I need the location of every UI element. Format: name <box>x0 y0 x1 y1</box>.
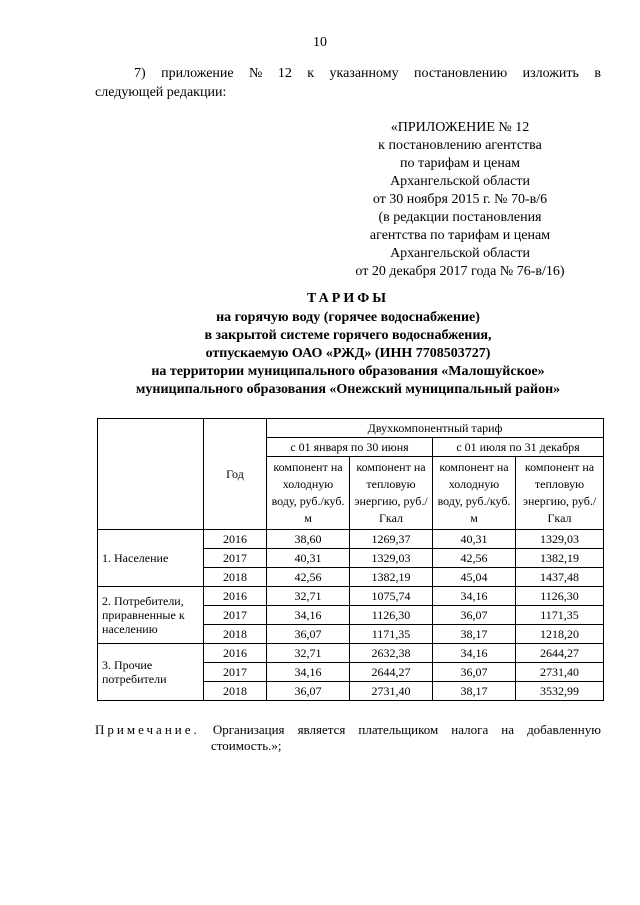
value-cell: 1126,30 <box>516 587 604 606</box>
value-cell: 1269,37 <box>350 530 433 549</box>
value-cell: 1171,35 <box>516 606 604 625</box>
group-label: 1. Население <box>98 530 204 587</box>
value-cell: 1329,03 <box>350 549 433 568</box>
year-cell: 2018 <box>204 682 267 701</box>
intro-word: указанному <box>329 66 399 81</box>
value-cell: 36,07 <box>267 682 350 701</box>
value-cell: 1437,48 <box>516 568 604 587</box>
value-cell: 1126,30 <box>350 606 433 625</box>
value-cell: 32,71 <box>267 644 350 663</box>
year-cell: 2018 <box>204 568 267 587</box>
intro-word: к <box>307 66 315 81</box>
intro-word: приложение <box>161 66 234 81</box>
appendix-line: (в редакции постановления <box>378 210 542 225</box>
document-title <box>95 290 601 399</box>
table-row <box>98 530 604 549</box>
value-cell: 2644,27 <box>516 644 604 663</box>
value-cell: 3532,99 <box>516 682 604 701</box>
note-line-1 <box>95 722 601 738</box>
header-heat-1: компонент на тепловую энергию, руб./Гкал <box>350 457 433 530</box>
intro-word: в <box>594 66 601 81</box>
value-cell: 34,16 <box>433 644 516 663</box>
title-line: отпускаемую ОАО «РЖД» (ИНН 7708503727) <box>205 346 491 361</box>
header-cold-2: компонент на холодную воду, руб./куб. м <box>433 457 516 530</box>
appendix-line: к постановлению агентства <box>378 138 542 153</box>
header-period-2: с 01 июля по 31 декабря <box>433 438 604 457</box>
value-cell: 1171,35 <box>350 625 433 644</box>
appendix-line: «ПРИЛОЖЕНИЕ № 12 <box>390 120 530 135</box>
title-main: ТАРИФЫ <box>307 291 389 306</box>
appendix-line: Архангельской области <box>390 174 530 189</box>
header-blank <box>98 419 204 530</box>
table-row <box>98 644 604 663</box>
title-line: на горячую воду (горячее водоснабжение) <box>216 310 480 325</box>
title-line: на территории муниципального образования «Малошуйское» <box>151 364 545 379</box>
page-number: 10 <box>313 35 327 50</box>
value-cell: 34,16 <box>433 587 516 606</box>
note-word: добавленную <box>527 722 601 737</box>
year-cell: 2017 <box>204 606 267 625</box>
value-cell: 2644,27 <box>350 663 433 682</box>
title-line: муниципального образования «Онежский муниципальный район» <box>135 382 561 397</box>
value-cell: 36,07 <box>267 625 350 644</box>
group-label: 3. Прочие потребители <box>98 644 204 701</box>
value-cell: 34,16 <box>267 606 350 625</box>
header-year: Год <box>204 419 267 530</box>
year-cell: 2016 <box>204 587 267 606</box>
table-row <box>98 587 604 606</box>
value-cell: 42,56 <box>267 568 350 587</box>
value-cell: 38,17 <box>433 625 516 644</box>
note-word: на <box>501 722 515 737</box>
value-cell: 2731,40 <box>516 663 604 682</box>
value-cell: 2731,40 <box>350 682 433 701</box>
value-cell: 1329,03 <box>516 530 604 549</box>
year-cell: 2017 <box>204 663 267 682</box>
group-label: 2. Потребители, приравненные к населению <box>98 587 204 644</box>
year-cell: 2016 <box>204 644 267 663</box>
value-cell: 36,07 <box>433 663 516 682</box>
value-cell: 34,16 <box>267 663 350 682</box>
tariff-table <box>97 418 604 701</box>
value-cell: 38,17 <box>433 682 516 701</box>
header-cold-1: компонент на холодную воду, руб./куб. м <box>267 457 350 530</box>
appendix-line: агентства по тарифам и ценам <box>369 228 551 243</box>
intro-paragraph <box>95 64 601 102</box>
value-cell: 1075,74 <box>350 587 433 606</box>
note-label: Примечание. <box>95 722 200 737</box>
note-word: Организация <box>212 722 285 737</box>
note-word: является <box>297 722 346 737</box>
value-cell: 1218,20 <box>516 625 604 644</box>
intro-word: постановлению <box>414 66 508 81</box>
intro-word: № <box>249 66 263 81</box>
year-cell: 2017 <box>204 549 267 568</box>
note-word: налога <box>451 722 489 737</box>
header-heat-2: компонент на тепловую энергию, руб./Гкал <box>516 457 604 530</box>
value-cell: 1382,19 <box>350 568 433 587</box>
note-line-2: стоимость.»; <box>211 738 282 753</box>
intro-line-1 <box>95 64 601 83</box>
title-line: в закрытой системе горячего водоснабжения, <box>204 328 492 343</box>
header-tariff: Двухкомпонентный тариф <box>267 419 604 438</box>
year-cell: 2016 <box>204 530 267 549</box>
value-cell: 40,31 <box>433 530 516 549</box>
appendix-line: от 20 декабря 2017 года № 76-в/16) <box>355 264 565 279</box>
value-cell: 2632,38 <box>350 644 433 663</box>
header-period-1: с 01 января по 30 июня <box>267 438 433 457</box>
value-cell: 36,07 <box>433 606 516 625</box>
value-cell: 42,56 <box>433 549 516 568</box>
value-cell: 40,31 <box>267 549 350 568</box>
header-row <box>98 419 604 438</box>
year-cell: 2018 <box>204 625 267 644</box>
value-cell: 38,60 <box>267 530 350 549</box>
value-cell: 1382,19 <box>516 549 604 568</box>
appendix-line: по тарифам и ценам <box>400 156 520 171</box>
value-cell: 32,71 <box>267 587 350 606</box>
appendix-line: от 30 ноября 2015 г. № 70-в/6 <box>372 192 548 207</box>
note-word: плательщиком <box>358 722 439 737</box>
intro-word: изложить <box>522 66 579 81</box>
appendix-line: Архангельской области <box>390 246 530 261</box>
intro-word: 7) <box>134 66 146 81</box>
appendix-header <box>300 119 620 281</box>
note <box>95 722 601 754</box>
value-cell: 45,04 <box>433 568 516 587</box>
intro-word: 12 <box>277 66 292 81</box>
intro-line-2: следующей редакции: <box>95 85 227 100</box>
